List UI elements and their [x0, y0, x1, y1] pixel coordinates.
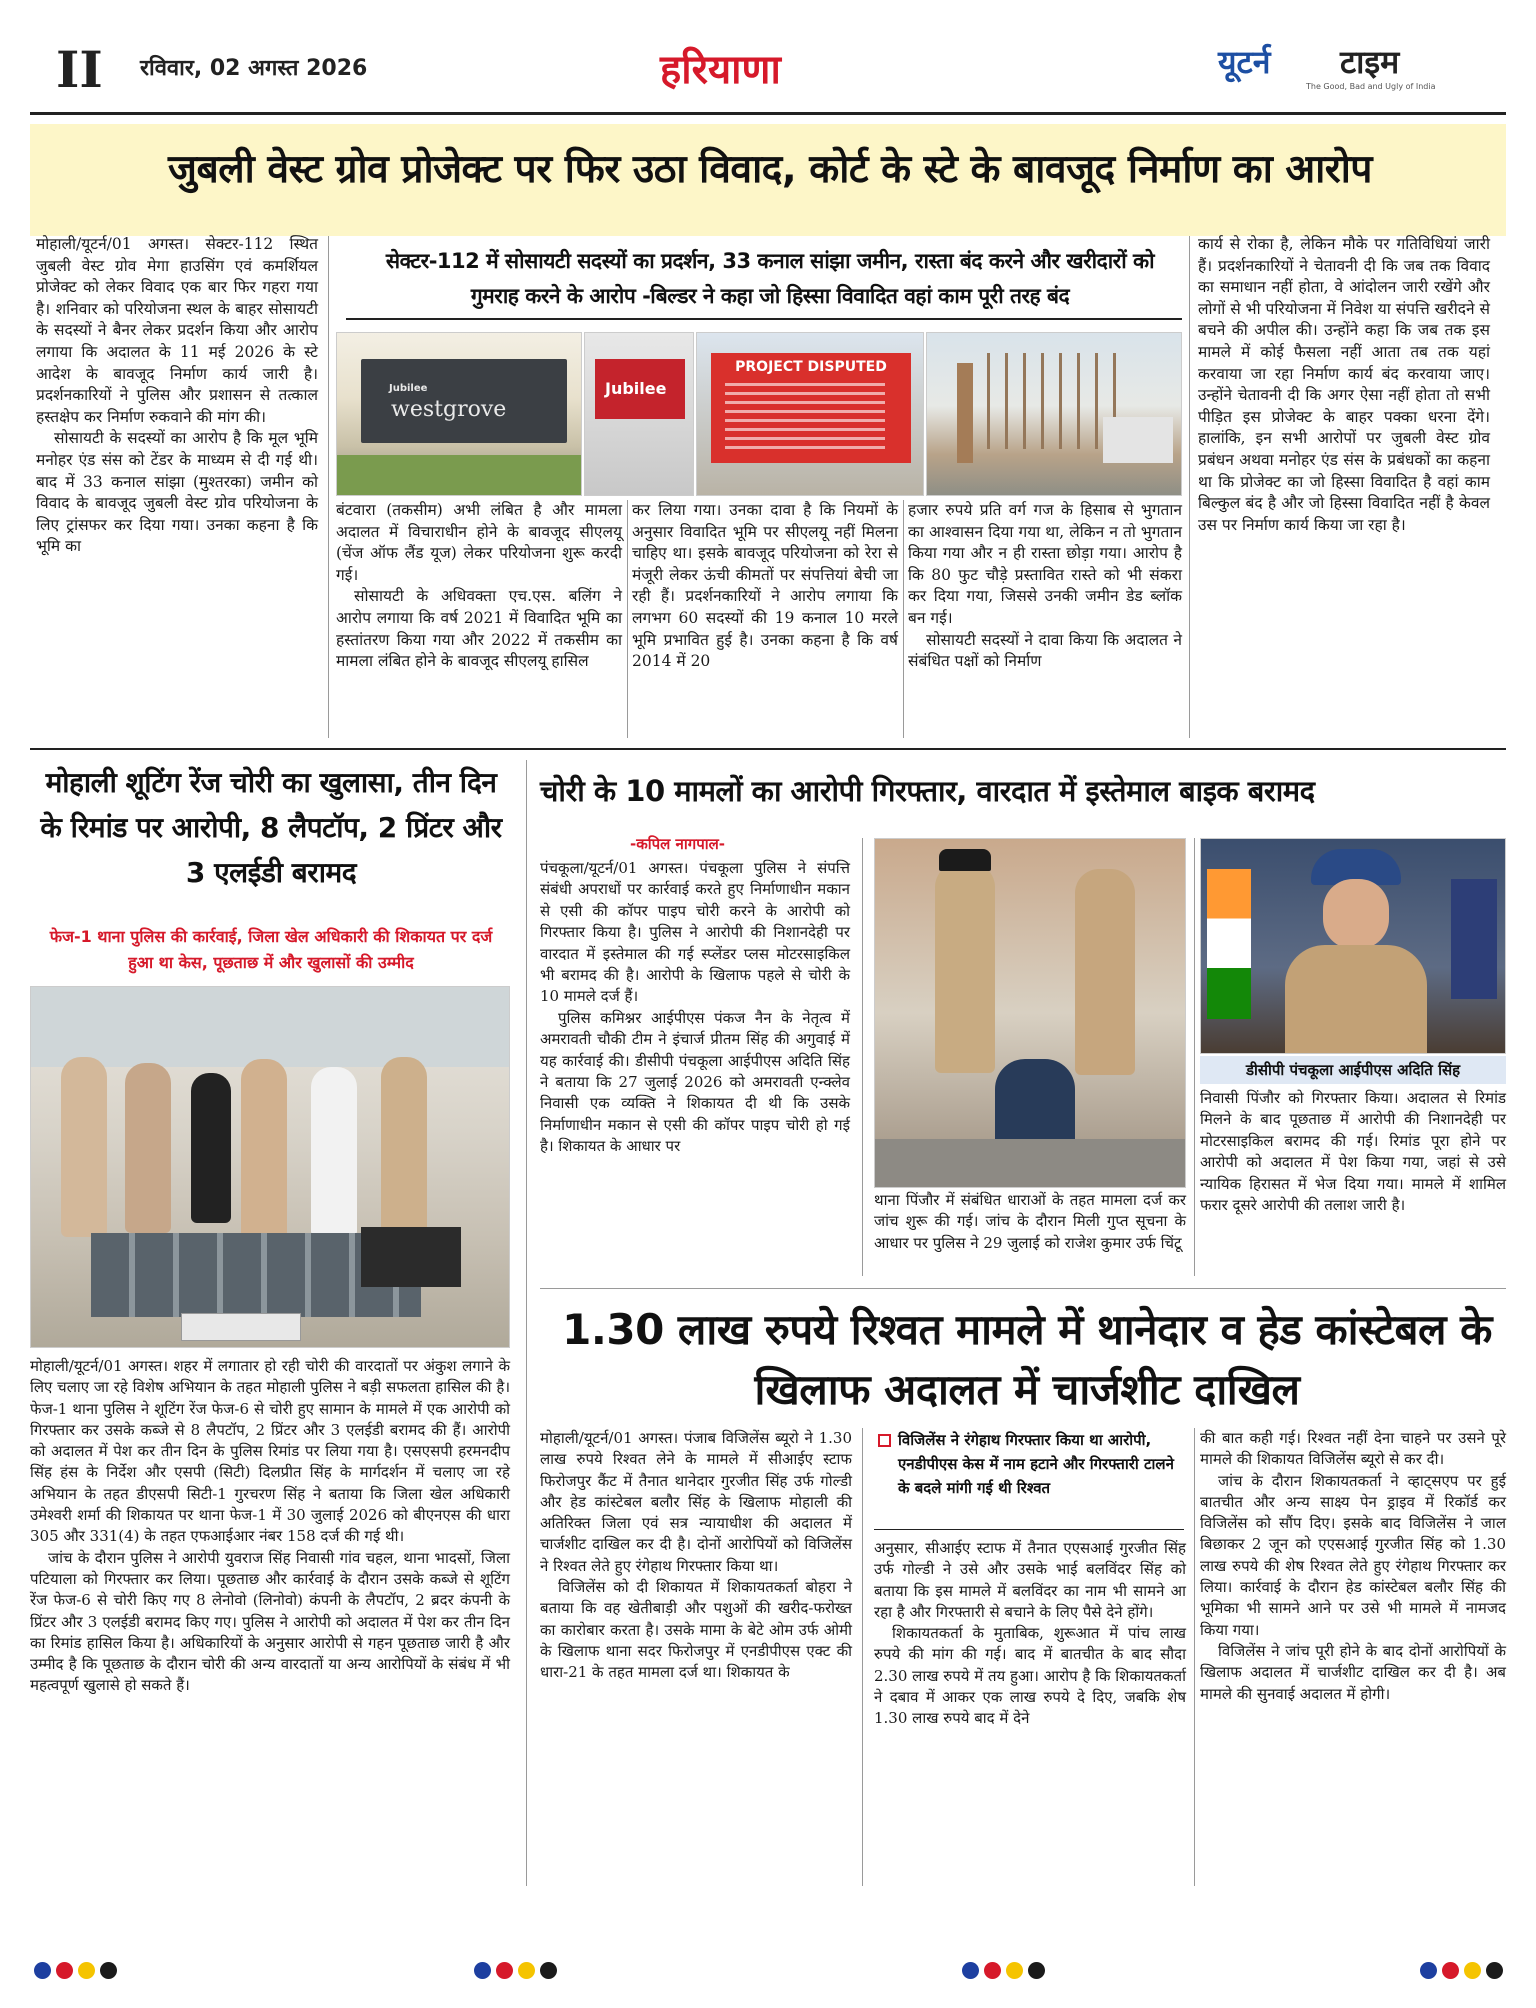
reg-dot	[962, 1962, 979, 1979]
story2-para1: मोहाली/यूटर्न/01 अगस्त। शहर में लगातार हो रही चोरी की वारदातों पर अंकुश लगाने के लिए चलाए जा रहे विशेष अभियान के तहत मोहाली पुलिस ने बड़ी सफलता हासिल की है। फेज-1 थाना पुलिस ने शूटिंग रेंज फेज-6 से चोरी हुए सामान के मामले में एक आरोपी को गिरफ्तार कर उसके कब्जे से 8 लैपटॉप, 2 प्रिंटर और 3 एलईडी बरामद की हैं। आरोपी को अदालत में पेश कर तीन दिन के पुलिस रिमांड पर लिया गया है। एसएसपी हरमनदीप सिंह हंस के निर्देश और एसपी (सिटी) दिलप्रीत सिंह के मार्गदर्शन में चलाए जा रहे अभियान के तहत डीएसपी सिटी-1 गुरचरण सिंह ने बताया कि जिला खेल अधिकारी उमेश्वरी शर्मा की शिकायत पर थाना फेज-1 में 30 जुलाई 2026 को बीएनएस की धारा 305 और 331(4) के तहत एफआईआर नंबर 158 दर्ज की गई थी।	[30, 1357, 510, 1546]
divider	[1194, 1428, 1195, 1886]
story1-col2-para2: सोसायटी के अधिवक्ता एच.एस. बलिंग ने आरोप लगाया कि वर्ष 2021 में विवादित भूमि का हस्तांतरण किया गया और 2022 में तकसीम का मामला लंबित होने के बावजूद सीएलयू हासिल	[336, 587, 622, 671]
reg-dot	[1464, 1962, 1481, 1979]
story2-body	[30, 1356, 510, 1697]
masthead-rule	[30, 112, 1506, 115]
reg-dot	[34, 1962, 51, 1979]
story4-col2	[874, 1538, 1186, 1730]
story1-col3-para1: कर लिया गया। उनका दावा है कि नियमों के अनुसार विवादित भूमि पर सीएलयू नहीं मिलना चाहिए था। इसके बावजूद परियोजना को रेरा से मंजूरी लेकर ऊंची कीमतों पर संपत्तियां बेची जा रही हैं। प्रदर्शनकारियों ने आरोप लगाया कि लगभग 60 सदस्यों की 19 कनाल 10 मरले भूमि प्रभावित हुई है। उनका कहना है कि वर्ष 2014 में 20	[632, 501, 898, 671]
story3-col2-para1: थाना पिंजौर में संबंधित धाराओं के तहत मामला दर्ज कर जांच शुरू की गई। जांच के दौरान मिली गुप्त सूचना के आधार पर पुलिस ने 29 जुलाई को राजेश कुमार उर्फ चिंटू	[874, 1191, 1186, 1252]
reg-dot	[984, 1962, 1001, 1979]
story3-photo-dcp	[1200, 838, 1506, 1054]
reg-dot	[1006, 1962, 1023, 1979]
story4-col3	[1200, 1428, 1506, 1705]
sign-text-1: Jubilee	[389, 383, 428, 394]
story1-col1	[36, 234, 318, 558]
story4-col3-para2: जांच के दौरान शिकायतकर्ता ने व्हाट्सएप पर हुई बातचीत और अन्य साक्ष्य पेन ड्राइव में रिकॉर्ड कर विजिलेंस को सौंप दिए। इसके बाद विजिलेंस ने जाल बिछाकर 2 जून को एएसआई गुरजीत सिंह को 1.30 लाख रुपये की शेष रिश्वत लेते हुए रंगेहाथ गिरफ्तार कर लिया। कार्रवाई के दौरान हेड कांस्टेबल बलौर सिंह की भूमिका भी सामने आने पर उसे भी मामले में नामजद किया गया।	[1200, 1471, 1506, 1639]
story1-deck: सेक्टर-112 में सोसायटी सदस्यों का प्रदर्शन, 33 कनाल सांझा जमीन, रास्ता बंद करने और खरीदारों को गुमराह करने के आरोप -बिल्डर ने कहा जो हिस्सा विवादित वहां काम पूरी तरह बंद	[385, 249, 1155, 308]
story4-col1	[540, 1428, 852, 1684]
story3-photo-accused	[874, 838, 1186, 1188]
story4-col1-para2: विजिलेंस को दी शिकायत में शिकायतकर्ता बोहरा ने बताया कि वह खेतीबाड़ी और पशुओं की खरीद-फरोख्त का कारोबार करता है। उसके मामा के बेटे ओम उर्फ ओमी के खिलाफ थाना सदर फिरोजपुर में एनडीपीएस एक्ट की धारा-21 के तहत मामला दर्ज था। शिकायत के	[540, 1578, 852, 1682]
jubilee-logo-text: Jubilee	[605, 379, 667, 398]
section-title: हरियाणा	[660, 47, 781, 93]
divider	[627, 500, 628, 738]
story4-pull-quote	[874, 1428, 1184, 1530]
story1-headline: जुबली वेस्ट ग्रोव प्रोजेक्ट पर फिर उठा विवाद, कोर्ट के स्टे के बावजूद निर्माण का आरोप	[168, 147, 1372, 192]
divider	[1189, 236, 1190, 738]
story4-col2-para2: शिकायतकर्ता के मुताबिक, शुरूआत में पांच लाख रुपये की मांग की गई। बाद में बातचीत के बाद सौदा 2.30 लाख रुपये में तय हुआ। आरोप है कि शिकायतकर्ता ने दबाव में आकर एक लाख रुपये दे दिए, जबकि शेष 1.30 लाख रुपये बाद में देने	[874, 1624, 1186, 1728]
story1-col4-para2: सोसायटी सदस्यों ने दावा किया कि अदालत ने संबंधित पक्षों को निर्माण	[908, 630, 1182, 671]
story3-headline: चोरी के 10 मामलों का आरोपी गिरफ्तार, वारदात में इस्तेमाल बाइक बरामद	[540, 774, 1315, 808]
brand-name-2: टाइम	[1340, 43, 1400, 81]
story1-photo-disputed-banner	[696, 332, 924, 496]
reg-dot	[496, 1962, 513, 1979]
story3-byline: -कपिल नागपाल-	[630, 835, 725, 853]
story3-col1-para1: पंचकूला/यूटर्न/01 अगस्त। पंचकूला पुलिस ने संपत्ति संबंधी अपराधों पर कार्रवाई करते हुए निर्माणाधीन मकान से एसी की कॉपर पाइप चोरी करने के आरोपी को गिरफ्तार किया है। पुलिस ने आरोपी की निशानदेही पर वारदात में इस्तेमाल की गई स्प्लेंडर प्लस मोटरसाइकिल भी बरामद की है। आरोपी के खिलाफ पहले से चोरी के 10 मामले दर्ज हैं।	[540, 859, 850, 1006]
brand-logo	[1210, 40, 1500, 96]
story4-col3-para1: की बात कही गई। रिश्वत नहीं देना चाहने पर उसने पूरे मामले की शिकायत विजिलेंस ब्यूरो से कर दी।	[1200, 1429, 1506, 1469]
divider	[526, 760, 527, 1886]
sign-text-2: westgrove	[391, 397, 507, 422]
story1-photo-site	[926, 332, 1182, 496]
reg-dot	[540, 1962, 557, 1979]
divider	[1194, 838, 1195, 1276]
story3-photo-caption: डीसीपी पंचकूला आईपीएस अदिति सिंह	[1200, 1056, 1506, 1084]
story2-photo-recovered-items	[30, 986, 510, 1348]
reg-dot	[1028, 1962, 1045, 1979]
story1-col4-para1: हजार रुपये प्रति वर्ग गज के हिसाब से भुगतान का आश्वासन दिया गया था, लेकिन न तो भुगतान किया गया और न ही रास्ता छोड़ा गया। आरोप है कि 80 फुट चौड़े प्रस्तावित रास्ते को भी संकरा कर दिया गया, जिससे उनकी जमीन डेड ब्लॉक बन गई।	[908, 501, 1182, 627]
reg-dot	[100, 1962, 117, 1979]
story1-col3	[632, 500, 898, 673]
story4-headline: 1.30 लाख रुपये रिश्वत मामले में थानेदार व हेड कांस्टेबल के खिलाफ अदालत में चार्जशीट दाखिल	[562, 1305, 1492, 1414]
reg-dot	[474, 1962, 491, 1979]
story1-col1-para1: मोहाली/यूटर्न/01 अगस्त। सेक्टर-112 स्थित जुबली वेस्ट ग्रोव मेगा हाउसिंग एवं कमर्शियल प्रोजेक्ट को लेकर विवाद एक बार फिर गहरा गया है। शनिवार को परियोजना स्थल के बाहर सोसायटी के सदस्यों ने बैनर लेकर प्रदर्शन किया और आरोप लगाया कि अदालत के 11 मई 2026 के स्टे आदेश के बावजूद निर्माण कार्य जारी है। प्रदर्शनकारियों ने पुलिस और प्रशासन से तत्काल हस्तक्षेप कर निर्माण रुकवाने की मांग की।	[36, 235, 318, 426]
story4-col3-para3: विजिलेंस ने जांच पूरी होने के बाद दोनों आरोपियों के खिलाफ अदालत में चार्जशीट दाखिल कर दी है। अब मामले की सुनवाई अदालत में होगी।	[1200, 1641, 1506, 1703]
brand-tagline: The Good, Bad and Ugly of India	[1306, 82, 1436, 91]
masthead	[0, 0, 1536, 120]
story2-para2: जांच के दौरान पुलिस ने आरोपी युवराज सिंह निवासी गांव चहल, थाना भादसों, जिला पटियाला को गिरफ्तार कर लिया। पूछताछ और कार्रवाई के दौरान उसके कब्जे से शूटिंग रेंज फेज-6 से चोरी किए गए 8 लेनोवो (लिनोवो) कंपनी के लैपटॉप, 2 ब्रदर कंपनी के प्रिंटर और 3 एलईडी बरामद किए गए। पुलिस ने आरोपी को अदालत में पेश कर तीन दिन का रिमांड हासिल किया है। अधिकारियों के अनुसार आरोपी से गहन पूछताछ जारी है और उम्मीद है कि पूछताछ के दौरान चोरी की अन्य वारदातों या अन्य आरोपियों के संबंध में भी महत्वपूर्ण खुलासे हो सकते हैं।	[30, 1548, 510, 1695]
divider	[328, 236, 329, 738]
story1-col4	[908, 500, 1182, 673]
story1-col2-para1: बंटवारा (तकसीम) अभी लंबित है और मामला अदालत में विचाराधीन होने के बावजूद सीएलयू (चेंज ऑफ लैंड यूज) लेकर परियोजना शुरू करदी गई।	[336, 501, 622, 584]
issue-date: रविवार, 02 अगस्त 2026	[140, 56, 368, 81]
footer-registration-marks	[0, 1950, 1536, 1990]
story4-col2-para1: अनुसार, सीआईए स्टाफ में तैनात एएसआई गुरजीत सिंह उर्फ गोल्डी ने उसे और उसके भाई बलविंदर सिंह को बताया कि इस मामले में बलविंदर का नाम भी सामने आ रहा है और गिरफ्तारी से बचाने के लिए पैसे देने होंगे।	[874, 1539, 1186, 1621]
section-rule	[30, 748, 1506, 750]
section-rule	[540, 1288, 1506, 1289]
brand-name-1: यूटर्न	[1218, 43, 1271, 81]
story1-col5-para1: कार्य से रोका है, लेकिन मौके पर गतिविधियां जारी हैं। प्रदर्शनकारियों ने चेतावनी दी कि जब तक विवाद का समाधान नहीं होता, वे आंदोलन जारी रखेंगे और लोगों से भी परियोजना में निवेश या संपत्ति खरीदने से बचने की अपील की। उन्होंने कहा कि जब तक इस मामले में कोई फैसला नहीं आता तब तक यहां करवाया जा रहा निर्माण कार्य बंद करवाया जाए। उन्होंने चेतावनी दी कि अगर ऐसा नहीं होता तो सभी पीड़ित इस प्रोजेक्ट के बाहर पक्का धरना देंगे। हालांकि, इन सभी आरोपों पर जुबली वेस्ट ग्रोव प्रबंधन अथवा मनोहर एंड संस के प्रबंधकों का कहना था कि प्रोजेक्ट का जो हिस्सा विवादित है वहां काम बिल्कुल बंद है और जो हिस्सा विवादित नहीं है केवल उस पर निर्माण कार्य किया जा रहा है।	[1198, 235, 1490, 534]
reg-dot	[1486, 1962, 1503, 1979]
story4-col1-para1: मोहाली/यूटर्न/01 अगस्त। पंजाब विजिलेंस ब्यूरो ने 1.30 लाख रुपये रिश्वत लेने के मामले में सीआईए स्टाफ फिरोजपुर कैंट में तैनात थानेदार गुरजीत सिंह उर्फ गोल्डी और हेड कांस्टेबल बलौर सिंह के खिलाफ मोहाली की अतिरिक्त जिला एवं सत्र न्यायाधीश की अदालत में चार्जशीट दाखिल कर दी है। दोनों आरोपियों को विजिलेंस ने रिश्वत लेते हुए रंगेहाथ गिरफ्तार किया था।	[540, 1429, 852, 1575]
story3-col3-para1: निवासी पिंजौर को गिरफ्तार किया। अदालत से रिमांड मिलने के बाद पूछताछ में आरोपी की निशानदेही पर मोटरसाइकिल बरामद की गई। रिमांड पूरा होने पर आरोपी को अदालत में पेश किया गया, जहां से उसे न्यायिक हिरासत में भेज दिया गया। मामले में शामिल फरार दूसरे आरोपी की तलाश जारी है।	[1200, 1089, 1506, 1215]
story1-col5	[1198, 234, 1490, 536]
reg-dot	[1442, 1962, 1459, 1979]
story1-col1-para2: सोसायटी के सदस्यों का आरोप है कि मूल भूमि मनोहर एंड संस को टेंडर के माध्यम से दी गई थी। बाद में 33 कनाल सांझा (मुश्तरका) जमीन को विवाद के बावजूद जुबली वेस्ट ग्रोव परियोजना के लिए ट्रांसफर कर दिया गया। उनका कहना है कि भूमि का	[36, 429, 318, 556]
story3-col1	[540, 858, 850, 1158]
story3-col1-para2: पुलिस कमिश्नर आईपीएस पंकज नैन के नेतृत्व में अमरावती चौकी टीम ने इंचार्ज प्रीतम सिंह की अगुवाई में यह कार्रवाई की। डीसीपी पंचकूला आईपीएस अदिति सिंह ने बताया कि 27 जुलाई 2026 को अमरावती एन्क्लेव निवासी एक व्यक्ति ने शिकायत दी थी कि उसके निर्माणाधीन मकान से एसी की कॉपर पाइप चोरी हो गई है। शिकायत के आधार पर	[540, 1008, 850, 1156]
reg-dot	[78, 1962, 95, 1979]
reg-dot	[518, 1962, 535, 1979]
divider	[862, 1428, 863, 1886]
reg-dot	[56, 1962, 73, 1979]
story2-deck: फेज-1 थाना पुलिस की कार्रवाई, जिला खेल अधिकारी की शिकायत पर दर्ज हुआ था केस, पूछताछ में और खुलासों की उम्मीद	[49, 927, 493, 972]
story3-col2	[874, 1190, 1186, 1254]
story1-photo-banner-logo	[584, 332, 694, 496]
story1-col2	[336, 500, 622, 673]
divider	[903, 500, 904, 738]
story3-col3	[1200, 1088, 1506, 1216]
reg-dot	[1420, 1962, 1437, 1979]
story2-headline: मोहाली शूटिंग रेंज चोरी का खुलासा, तीन दिन के रिमांड पर आरोपी, 8 लैपटॉप, 2 प्रिंटर और 3 एलईडी बरामद	[40, 766, 502, 889]
page-number: II	[56, 40, 103, 99]
pull-quote-marker-icon	[878, 1434, 891, 1447]
story1-deck-rule	[346, 318, 1182, 320]
banner-text: PROJECT DISPUTED	[735, 359, 887, 375]
story1-photo-sign	[336, 332, 582, 496]
divider	[862, 838, 863, 1276]
pull-quote-text: विजिलेंस ने रंगेहाथ गिरफ्तार किया था आरोपी, एनडीपीएस केस में नाम हटाने और गिरफ्तारी टालने के बदले मांगी गई थी रिश्वत	[898, 1431, 1174, 1497]
